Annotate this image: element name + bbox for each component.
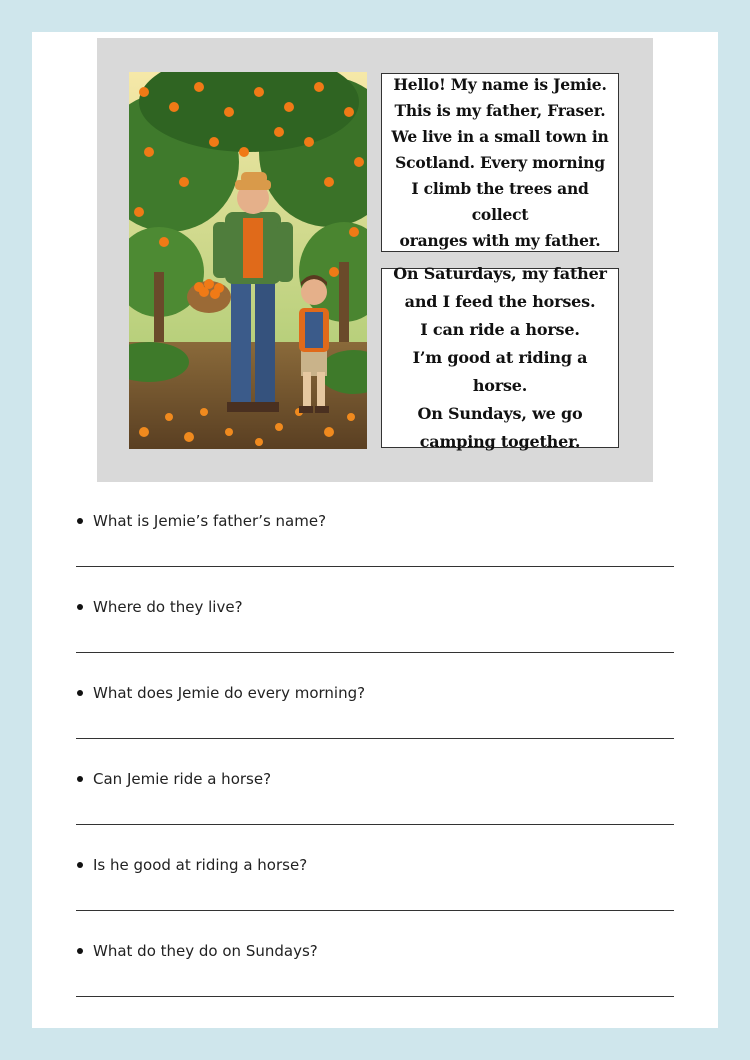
answer-line[interactable]: [76, 738, 674, 739]
question-4: [76, 770, 676, 788]
bullet-icon: [77, 948, 83, 954]
story-paragraph-2: On Saturdays, my father and I feed the horses. I can ride a horse. I’m good at riding a horse. On Sundays, we go camping together.: [393, 264, 607, 451]
question-3: [76, 684, 676, 702]
question-text: What do they do on Sundays?: [93, 942, 318, 960]
bullet-icon: [77, 604, 83, 610]
question-text: What is Jemie’s father’s name?: [93, 512, 327, 530]
reading-panel: [97, 38, 653, 482]
question-6: [76, 942, 676, 960]
story-text-box-2: [381, 264, 619, 451]
story-paragraph-1: Hello! My name is Jemie. This is my father, Fraser. We live in a small town in Scotland. Every morning I climb the trees and collect oranges with my father.: [391, 74, 609, 250]
bullet-icon: [77, 862, 83, 868]
bullet-icon: [77, 690, 83, 696]
question-text: Where do they live?: [93, 598, 243, 616]
bullet-icon: [77, 776, 83, 782]
answer-line[interactable]: [76, 824, 674, 825]
question-2: [76, 598, 676, 616]
father-son-orchard-image: [129, 72, 367, 449]
answer-line[interactable]: [76, 910, 674, 911]
answer-line[interactable]: [76, 652, 674, 653]
question-5: [76, 856, 676, 874]
question-1: [76, 512, 676, 530]
question-text: What does Jemie do every morning?: [93, 684, 366, 702]
orchard-illustration: [129, 72, 367, 449]
bullet-icon: [77, 518, 83, 524]
worksheet: [32, 32, 718, 1028]
question-text: Is he good at riding a horse?: [93, 856, 308, 874]
story-text-box-1: [381, 73, 619, 252]
answer-line[interactable]: [76, 996, 674, 997]
answer-line[interactable]: [76, 566, 674, 567]
question-text: Can Jemie ride a horse?: [93, 770, 272, 788]
